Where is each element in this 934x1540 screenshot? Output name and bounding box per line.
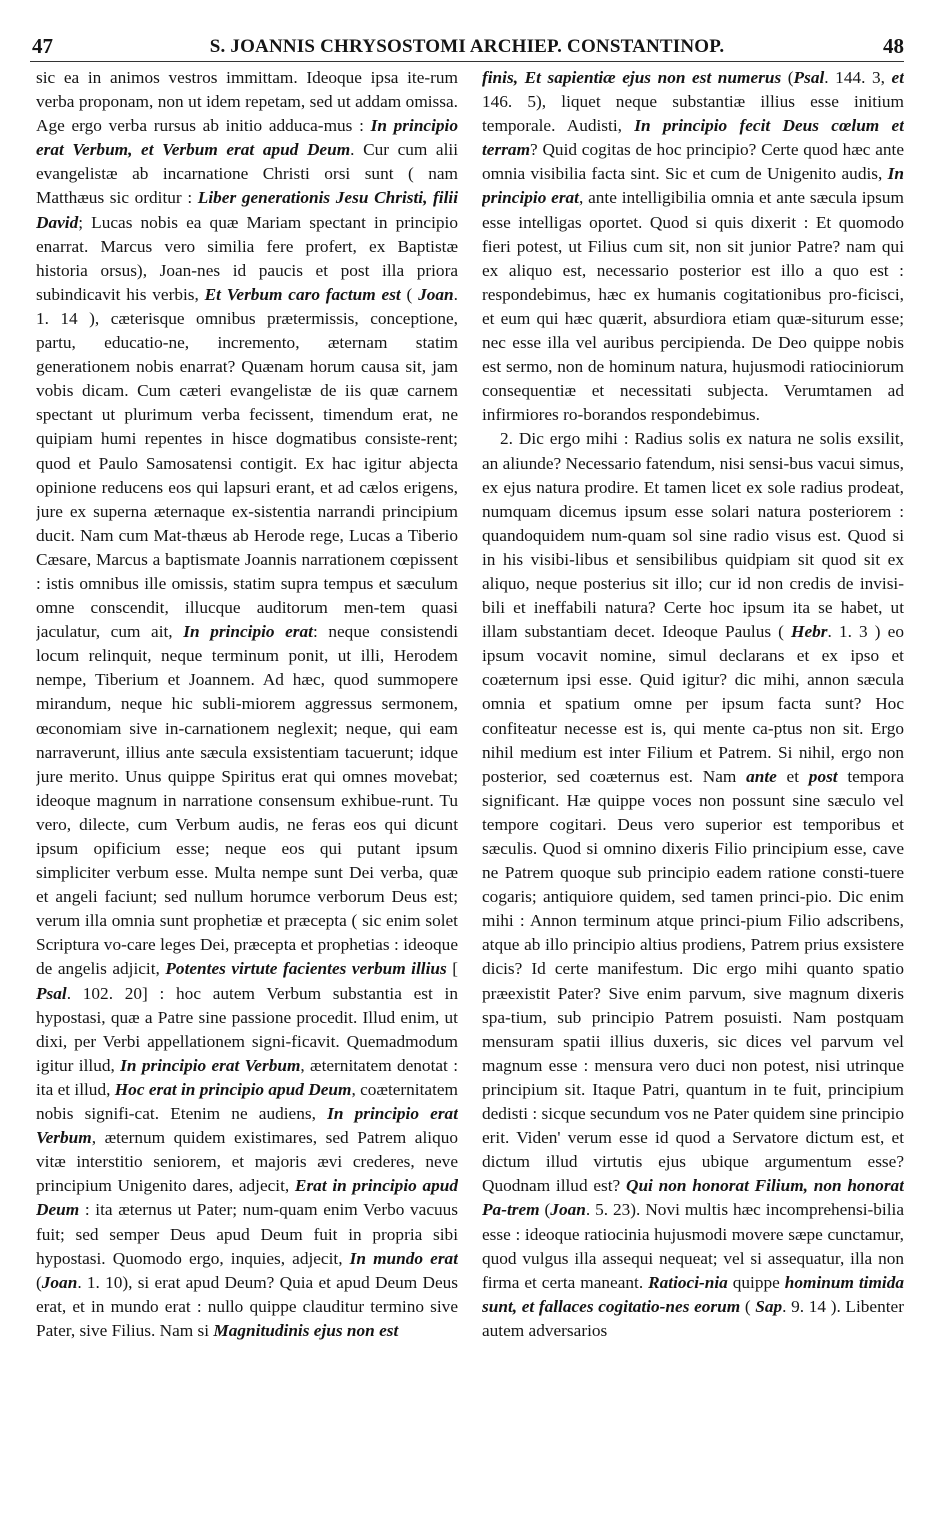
italic-text: finis, Et sapientiæ ejus non est numerus <box>482 68 782 87</box>
text-run: , ante intelligibilia omnia et ante sæcula ipsum esse intelligas oportet. Quod si quis dixerit : Et quomodo fieri potest, ut Filius cum sit, non sit junior Patre? nam qui ex aliquo est, necessario posterior est illo a quo est : respondebimus, hæc ex humanis cogitationibus pro-ficisci, et eum qui hæc quærit, absurdiora etiam quæ-siturum esse; nec esse illa vel auribus percipienda. De Deo quippe nobis est sermo, non de hominum natura, hujusmodi ratiociniorum consequentiæ et necessitati subjecta. Verumtamen ad infirmiores ro-borandos respondebimus. <box>482 188 904 425</box>
italic-text: Ratioci-nia <box>648 1272 728 1292</box>
text-run: ( <box>740 1296 756 1316</box>
text-run: ? Quid cogitas de hoc principio? Certe quod hæc ante omnia visibilia facta sint. Sic et cum de Unigenito audis, <box>482 140 904 184</box>
italic-text: ante <box>746 766 777 786</box>
text-run: . 5. 23). Novi multis hæc incomprehensi-bilia esse : ideoque ratiocinia hujusmodi movere sæpe cunctamur, quod vulgus illa assequi nequeat; vel si assequatur, illa non firma et certa maneant. <box>482 1200 904 1292</box>
italic-text: hominum timida sunt, et fallaces cogitatio-nes eorum <box>482 1272 904 1316</box>
text-run: tempora significant. Hæ quippe voces non possunt sine sæculo vel tempore cogitari. Deus vero superior est temporibus et sæculis. Quod si omnino dixeris Filio principium esse, cave ne Patrem quoque sub principio eadem ratione consti-tuere cogaris; antiquiore quidem, sed tamen princi-pio. Dic enim mihi : Annon terminum atque princi-pium Filio adscribens, atque ab illo principio altius prodiens, Patrem prius exsistere dicis? Id certe manifestum. Dic ergo mihi quanto spatio præexistit Pater? Sive enim parvum, sive magnum dixeris spa-tium, sub principio Patrem posuisti. Nam postquam mensuram spatii illius duxeris, sic dices vel parvum vel magnum esse : mensura vero duci non potest, nisi utrinque principium sit. Itaque Patri, quantum in te fuit, principium dedisti : sicque secundum vos ne Pater quidem sine principio erit. Viden' verum esse id quod a Servatore dictum est, et dictum illud virtutis ejus ubique argumentum esse? Quodnam illud est? <box>482 766 904 1196</box>
italic-text: Joan <box>418 284 454 304</box>
italic-text: Joan <box>41 1272 78 1292</box>
paragraph <box>36 66 458 1343</box>
paragraph <box>482 427 904 1343</box>
italic-text: Qui non honorat Filium, non honorat Pa-trem <box>482 1176 904 1220</box>
italic-text: In principio erat <box>482 164 904 208</box>
text-run: ( <box>400 284 419 304</box>
italic-text: Potentes virtute facientes verbum illius <box>165 959 447 979</box>
text-run: et <box>776 766 809 786</box>
left-text-column <box>36 66 458 1496</box>
header-rule <box>30 61 904 62</box>
text-run: [ <box>446 959 458 979</box>
page-number-right: 48 <box>883 34 904 58</box>
text-run: . 1. 10), si erat apud Deum? Quia et apud Deum Deus erat, et in mundo erat : nullo quippe clauditur termino sive Pater, sive Filius. Nam si <box>36 1272 458 1340</box>
italic-text: In principio erat Verbum, et Verbum erat apud Deum <box>36 116 458 160</box>
running-header <box>30 34 904 60</box>
italic-text: Sap <box>755 1296 783 1316</box>
italic-text: In principio erat <box>183 622 313 642</box>
text-run: . 9. 14 ). Libenter autem adversarios <box>482 1296 904 1340</box>
text-run: ( <box>781 68 794 87</box>
text-run: , æternum quidem existimares, sed Patrem aliquo vitæ interstitio seniorem, et majoris ævi crederes, neve principium Unigenito dares, adjecit, <box>36 1128 458 1196</box>
italic-text: In principio erat Verbum <box>120 1055 301 1075</box>
text-run: ( <box>36 1272 42 1292</box>
italic-text: Psal <box>36 983 67 1003</box>
text-run: : ita æternus ut Pater; num-quam enim Verbo vacuus fuit; sed semper Deus apud Deum fuit in propria sibi hypostasi. Quomodo ergo, inquies, adjecit, <box>36 1200 458 1268</box>
text-run: . Cur cum alii evangelistæ ab incarnatione Christi orsi sunt ( nam Matthæus sic orditur : <box>36 140 458 208</box>
text-run: quippe <box>727 1272 785 1292</box>
text-run: sic ea in animos vestros immittam. Ideoque ipsa ite-rum verba proponam, non ut idem repetam, sed ut addam omissa. Age ergo verba rursus ab initio adduca-mus : <box>36 68 458 136</box>
text-run: ; Lucas nobis ea quæ Mariam spectant in principio enarrat. Marcus vero similia fere profert, ex Baptistæ historia orsus), Joan-nes id paucis et post illa priora subindicavit his verbis, <box>36 212 458 304</box>
text-run: 146. 5), liquet neque substantiæ illius esse initium temporale. Audisti, <box>482 92 904 136</box>
italic-text: Erat in principio apud Deum <box>36 1176 458 1220</box>
running-title: S. JOANNIS CHRYSOSTOMI ARCHIEP. CONSTANTINOP. <box>209 36 725 57</box>
italic-text: In mundo erat <box>349 1248 458 1268</box>
italic-text: Liber generationis Jesu Christi, filii David <box>36 188 458 232</box>
italic-text: Hebr <box>791 622 828 642</box>
text-run: . 144. 3, <box>824 68 892 87</box>
italic-text: Et Verbum caro factum est <box>204 284 401 304</box>
italic-text: Joan <box>550 1200 586 1220</box>
italic-text: post <box>808 766 838 786</box>
text-run: . 1. 14 ), cæterisque omnibus prætermissis, conceptione, partu, educatio-ne, incremento, æternam statim generationem nobis enarrat? Quænam horum causa sit, jam vobis dicam. Cum cæteri evangelistæ de iis quæ carnem spectant ut plurimum verba fecissent, timendum erat, ne quipiam humi repentes in hisce dogmatibus consiste-rent; quod et Paulo Samosatensi contigit. Ex hac igitur abjecta opinione reducens eos qui lapsuri erant, et ad cælos erigens, jure ex superna æternaque ex-sistentia narrandi principium ducit. Nam cum Mat-thæus ab Herode rege, Lucas a Tiberio Cæsare, Marcus a baptismate Joannis narrationem cœpissent : istis omnibus ille omissis, statim supra tempus et sæculum omne conscendit, illucque auditorum men-tem quasi jaculatur, cum ait, <box>36 284 458 642</box>
page-number-left: 47 <box>32 34 53 58</box>
text-run: 2. Dic ergo mihi : Radius solis ex natura ne solis exsilit, an aliunde? Necessario fatendum, nisi sensi-bus vacui simus, ex ejus natura prodire. Et tamen licet ex sole radius prodeat, numquam dicemus ipsum esse solari natura posteriorem : quandoquidem num-quam sol sine radio visus est. Quod si in his visibi-libus et sensibilibus quidpiam sit quod sit ex aliquo, neque posterius sit illo; cur id non credis de invisi-bili et ineffabili natura? Certe hoc ipsum ita se habet, ut illam substantiam decet. Ideoque Paulus ( <box>482 429 904 642</box>
text-run: ( <box>539 1200 551 1220</box>
text-run: : neque consistendi locum relinquit, neque terminum ponit, ut illi, Herodem nempe, Tiberium et Joannem. Ad hæc, quod summopere mirandum, neque hic subli-miorem aggressus sermonem, œconomiam sive in-carnationem neglexit; neque, qui eam narraverunt, illius ante sæcula exsistentiam tacuerunt; idque jure merito. Unus quippe Spiritus erat qui omnes movebat; ideoque magnum in narratione consensum exhibue-runt. Tu vero, dilecte, cum Verbum audis, ne feras eos qui dicunt ipsum opificium esse; neque eos qui putant ipsum simpliciter verbum esse. Multa nempe sunt Dei verba, quæ et angeli faciunt; sed nullum horumce verborum Deus est; verum illa omnia sunt prophetiæ et præcepta ( sic enim solet Scriptura vo-care leges Dei, præcepta et prophetias : ideoque de angelis adjicit, <box>36 622 458 979</box>
italic-text: Hoc erat in principio apud Deum <box>114 1079 352 1099</box>
text-run: . 102. 20] : hoc autem Verbum substantia est in hypostasi, quæ a Patre sine passione procedit. Illud enim, ut dixi, per Verbi appellationem signi-ficavit. Quemadmodum igitur illud, <box>36 983 458 1075</box>
italic-text: et <box>891 68 904 87</box>
text-run: , æternitatem denotat : ita et illud, <box>36 1055 458 1099</box>
text-run: . 1. 3 ) eo ipsum vocavit nomine, simul declarans et ex ipso et coæternum ipsi esse. Quid igitur? dic mihi, annon sæcula omnia et spatium omne per ipsum facta sunt? Hoc confiteatur necesse est is, qui mente ca-ptus non sit. Ergo nihil medium est inter Filium et Patrem. Si nihil, ergo non posterior, sed coæternus est. Nam <box>482 622 904 786</box>
italic-text: In principio fecit Deus cœlum et terram <box>482 116 904 160</box>
italic-text: Magnitudinis ejus non est <box>213 1320 399 1340</box>
italic-text: Psal <box>793 68 825 87</box>
text-run: , coæternitatem nobis signifi-cat. Etenim ne audiens, <box>36 1079 458 1124</box>
paragraph <box>482 66 904 427</box>
italic-text: In principio erat Verbum <box>36 1104 458 1148</box>
right-text-column <box>482 66 904 1496</box>
